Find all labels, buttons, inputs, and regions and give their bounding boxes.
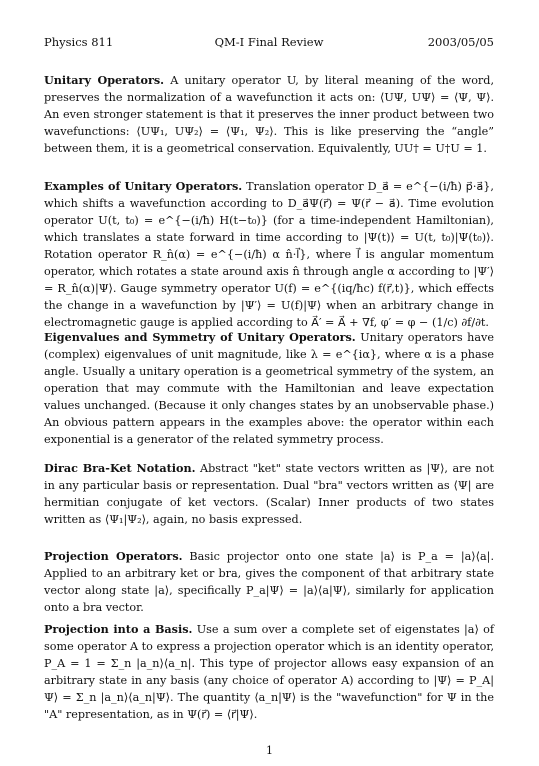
header-title: QM-I Final Review (214, 35, 324, 49)
section-title: Unitary Operators. (44, 73, 165, 87)
section-body: A unitary operator U, by literal meaning of the word, preserves the normalization of a wavefunction it acts on: ⟨UΨ, UΨ⟩ = ⟨Ψ, Ψ⟩. An even stronger statement is that it preserves the inner product between two wavefunctions: ⟨UΨ₁, UΨ₂⟩ = ⟨Ψ₁, Ψ₂⟩. This is like preserving the “angle” between them, it is a geometrical conservation. Equivalently, UU† = U†U = 1. (44, 74, 494, 155)
section-projection-basis (44, 621, 494, 723)
section-unitary-operators (44, 72, 494, 157)
section-body: Abstract "ket" state vectors written as |Ψ⟩, are not in any particular basis or representation. Dual "bra" vectors written as ⟨Ψ| are hermitian conjugate of ket vectors. (Scalar) Inner products of two states written as ⟨Ψ₁|Ψ₂⟩, again, no basis expressed. (44, 462, 494, 526)
section-body: Unitary operators have (complex) eigenvalues of unit magnitude, like λ = e^{iα}, where α is a phase angle. Usually a unitary operation is a geometrical symmetry of the system, an operation that may commute with the Hamiltonian and leave expectation values unchanged. (Because it only changes states by an unobservable phase.) An obvious pattern appears in the examples above: the operator within each exponential is a generator of the related symmetry process. (44, 331, 494, 446)
section-examples-unitary (44, 178, 494, 331)
section-body: Basic projector onto one state |a⟩ is P_a = |a⟩⟨a|. Applied to an arbitrary ket or bra, gives the component of that arbitrary state vector along state |a⟩, specifically P_a|Ψ⟩ = |a⟩⟨a|Ψ⟩, similarly for application onto a bra vector. (44, 550, 495, 614)
page-number: 1 (266, 744, 273, 757)
header-date: 2003/05/05 (427, 35, 494, 49)
section-projection-operators (44, 548, 494, 616)
section-dirac-notation (44, 460, 494, 528)
section-title: Dirac Bra-Ket Notation. (44, 461, 196, 475)
section-title: Projection into a Basis. (44, 622, 193, 636)
running-header (44, 35, 494, 51)
section-title: Examples of Unitary Operators. (44, 179, 243, 193)
section-body: Translation operator D_a⃗ = e^{−(i/ħ) p⃗·a⃗}, which shifts a wavefunction according to D_a⃗Ψ(r⃗) = Ψ(r⃗ − a⃗). Time evolution operator U(t, t₀) = e^{−(i/ħ) H(t−t₀)} (for a time-independent Hamiltonian), which translates a state forward in time according to |Ψ(t)⟩ = U(t, t₀)|Ψ(t₀)⟩. Rotation operator R_n̂(α) = e^{−(i/ħ) α n̂·l⃗}, where l⃗ is angular momentum operator, which rotates a state around axis n̂ through angle α according to |Ψ′⟩ = R_n̂(α)|Ψ⟩. Gauge symmetry operator U(f) = e^{(iq/ħc) f(r⃗,t)}, which effects the change in a wavefunction by |Ψ′⟩ = U(f)|Ψ⟩ when an arbitrary change in electromagnetic gauge is applied according to A⃗′ = A⃗ + ∇f, φ′ = φ − (1/c) ∂f/∂t. (44, 180, 494, 329)
section-body: Use a sum over a complete set of eigenstates |a⟩ of some operator A to express a projection operator which is an identity operator, P_A = 1 = Σ_n |a_n⟩⟨a_n|. This type of projector allows easy expansion of an arbitrary state in any basis (any choice of operator A) according to |Ψ⟩ = P_A|Ψ⟩ = Σ_n |a_n⟩⟨a_n|Ψ⟩. The quantity ⟨a_n|Ψ⟩ is the "wavefunction" for Ψ in the "A" representation, as in Ψ(r⃗) = ⟨r⃗|Ψ⟩. (44, 623, 494, 721)
header-course: Physics 811 (44, 35, 114, 49)
section-eigenvalues-symmetry (44, 329, 494, 448)
section-title: Eigenvalues and Symmetry of Unitary Operators. (44, 330, 356, 344)
section-title: Projection Operators. (44, 549, 183, 563)
